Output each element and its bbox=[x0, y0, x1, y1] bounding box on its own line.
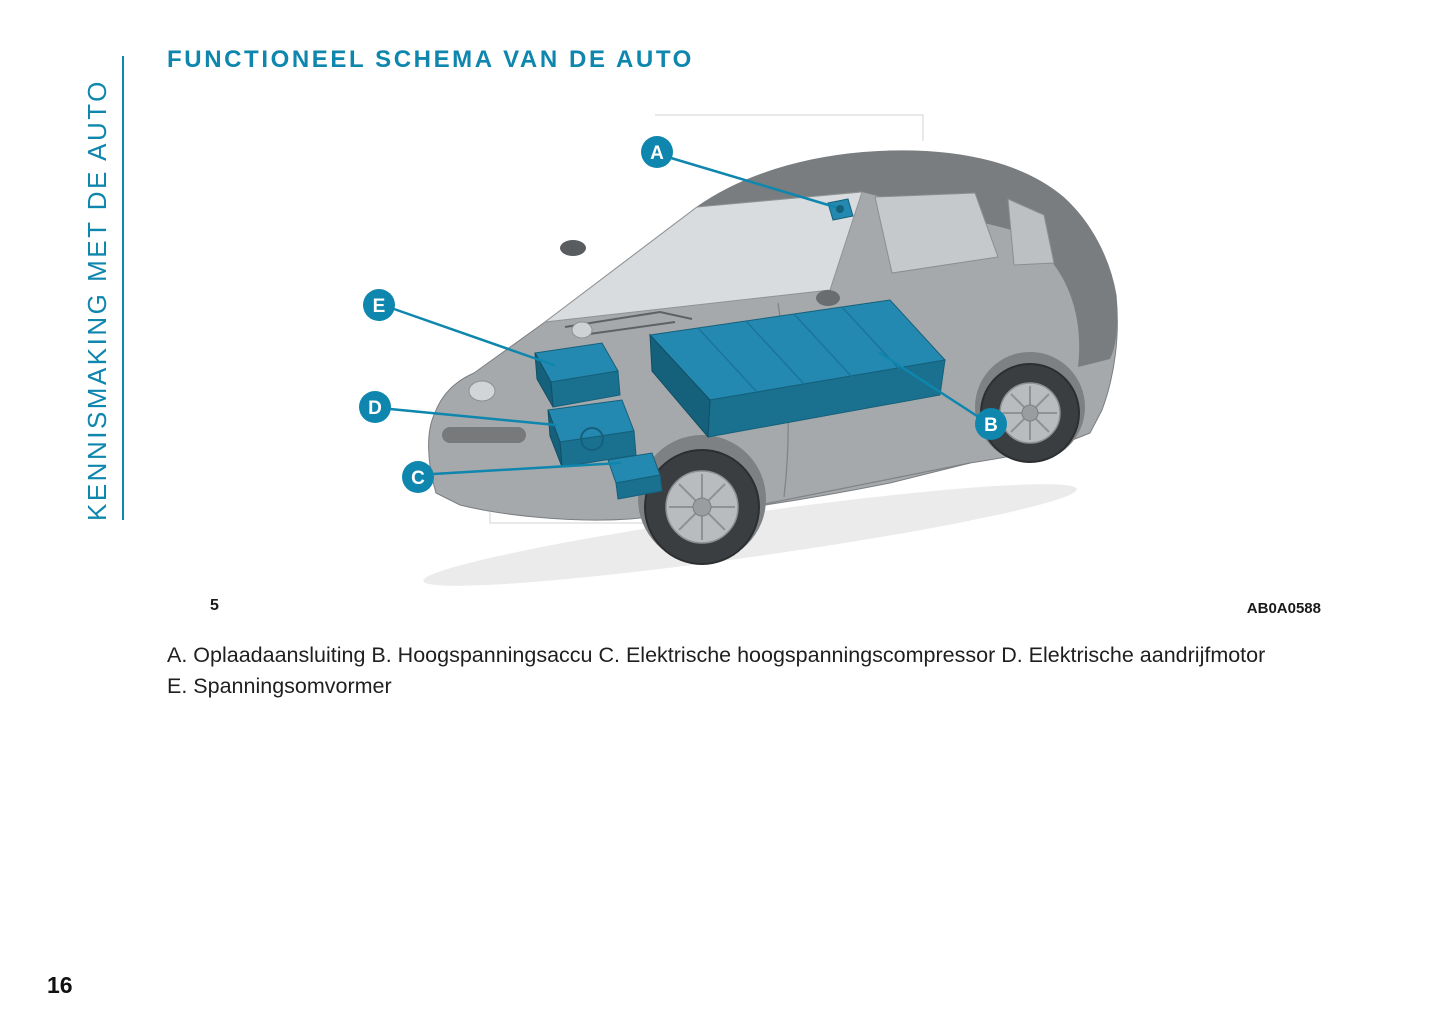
callout-a-badge bbox=[641, 136, 673, 168]
left-mirror bbox=[560, 240, 586, 256]
callout-e-badge bbox=[363, 289, 395, 321]
figure-number: 5 bbox=[210, 597, 219, 614]
crop-mark-top bbox=[655, 115, 923, 141]
callout-c-label: C bbox=[411, 468, 425, 489]
callout-d-label: D bbox=[368, 398, 382, 419]
sidebar-rule bbox=[122, 56, 124, 520]
callout-c-badge bbox=[402, 461, 434, 493]
callout-a-label: A bbox=[650, 143, 664, 164]
page-title: FUNCTIONEEL SCHEMA VAN DE AUTO bbox=[167, 46, 694, 73]
headlight bbox=[469, 381, 495, 401]
car-functional-diagram bbox=[330, 95, 1150, 595]
callout-b-badge bbox=[975, 408, 1007, 440]
page-number: 16 bbox=[47, 972, 73, 998]
charge-port-component bbox=[828, 199, 853, 220]
converter-component bbox=[535, 343, 620, 407]
figure-code: AB0A0588 bbox=[1246, 600, 1321, 617]
callout-e-label: E bbox=[372, 296, 386, 317]
car-illustration bbox=[330, 95, 1150, 595]
figure-caption: A. Oplaadaansluiting B. Hoogspanningsaccu C. Elektrische hoogspanningscompressor D. Elektrische aandrijfmotor E. Spanningsomvormer bbox=[167, 643, 1266, 699]
drive-motor-component bbox=[548, 400, 636, 467]
front-grille bbox=[442, 427, 526, 443]
front-wheel bbox=[645, 450, 759, 564]
callout-d-badge bbox=[359, 391, 391, 423]
headlight bbox=[572, 322, 592, 338]
callout-b-label: B bbox=[984, 415, 998, 436]
sidebar-section-label: KENNISMAKING MET DE AUTO bbox=[82, 79, 112, 521]
right-mirror bbox=[816, 290, 840, 306]
